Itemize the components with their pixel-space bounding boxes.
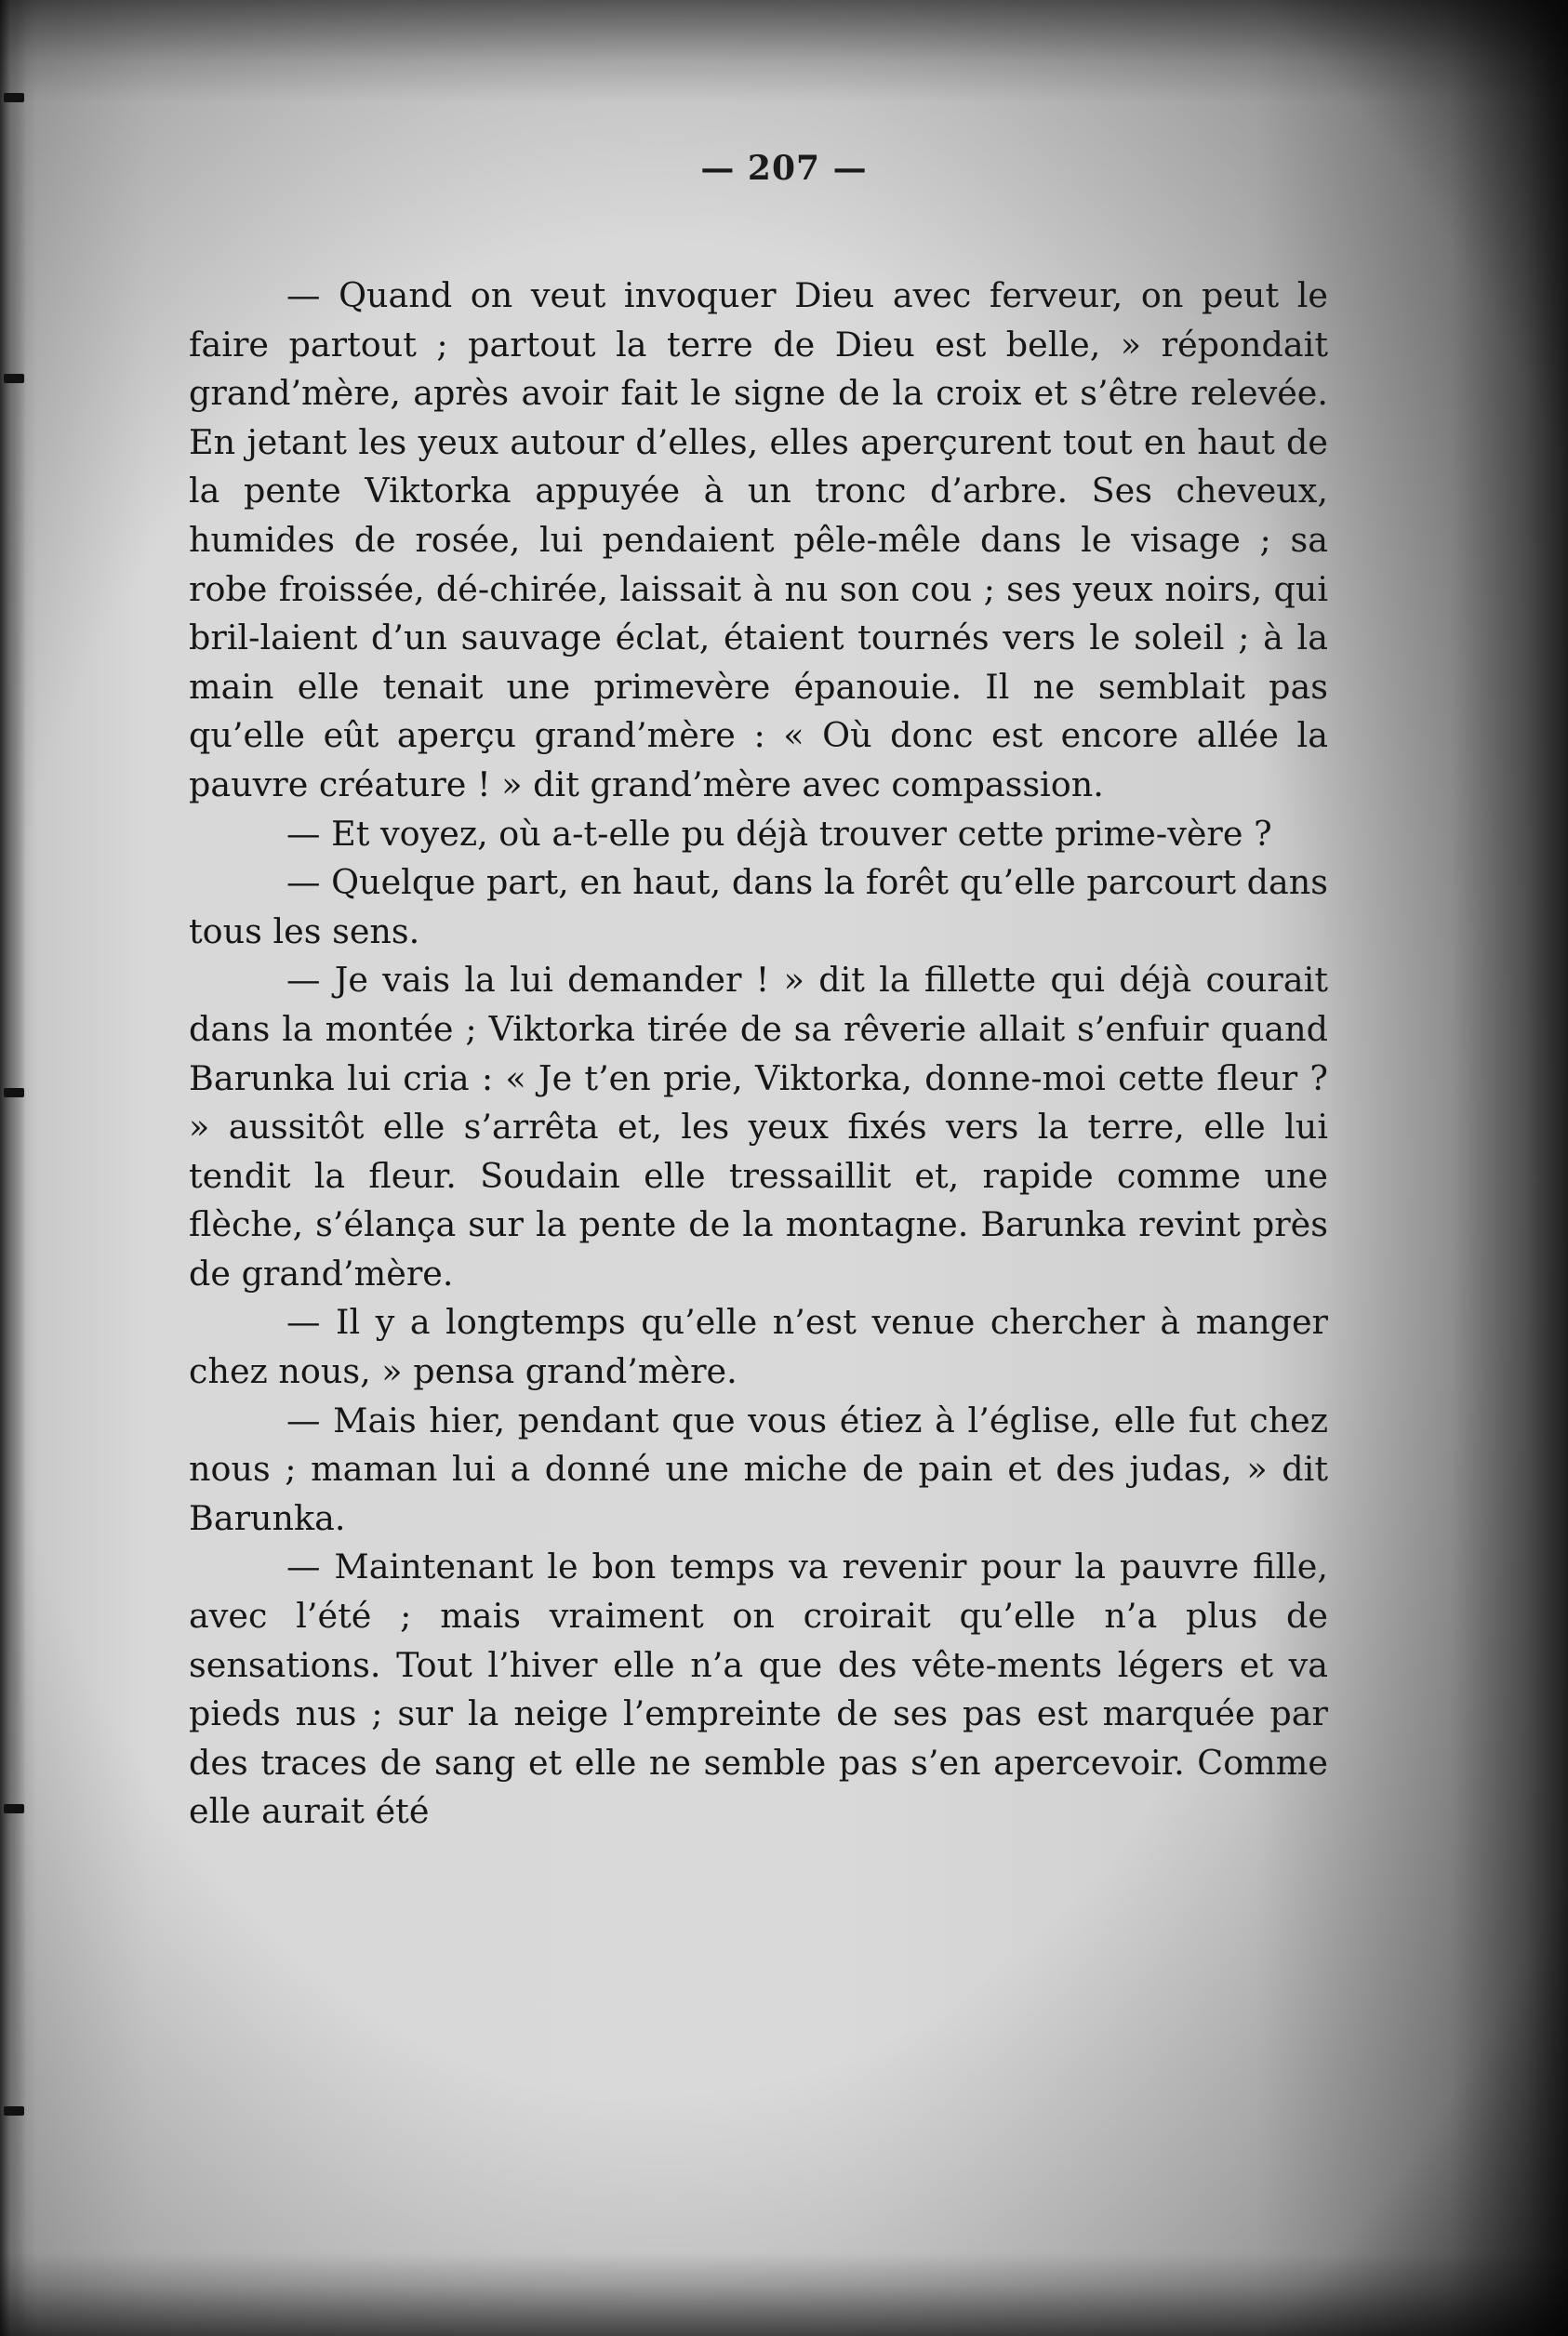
paragraph: — Il y a longtemps qu’elle n’est venue chercher à manger chez nous, » pensa grand’mère.	[189, 1302, 1328, 1392]
paragraph: — Mais hier, pendant que vous étiez à l’église, elle fut chez nous ; maman lui a donné une miche de pain et des judas, » dit Barunka.	[189, 1400, 1328, 1538]
binding-mark	[4, 2106, 24, 2116]
paragraph: — Et voyez, où a-t-elle pu déjà trouver cette prime-vère ?	[286, 813, 1272, 854]
binding-mark	[4, 1804, 24, 1813]
scan-shadow-top	[0, 0, 1568, 102]
paragraph: — Je vais la lui demander ! » dit la fillette qui déjà courait dans la montée ; Viktorka tirée de sa rêverie allait s’enfuir quand Barunka lui cria : « Je t’en prie, Viktorka, donne-moi cette fleur ? » aussitôt elle s’arrêta et, les yeux fixés vers la terre, elle lui tendit la fleur. Soudain elle tressaillit et, rapide comme une flèche, s’élança sur la pente de la montagne. Barunka revint près de grand’mère.	[189, 960, 1328, 1294]
paragraph: — Maintenant le bon temps va revenir pour la pauvre fille, avec l’été ; mais vraiment on croirait qu’elle n’a plus de sensations. Tout l’hiver elle n’a que des vête-ments légers et va pieds nus ; sur la neige l’empreinte de ses pas est marquée par des traces de sang et elle ne semble pas s’en apercevoir. Comme elle aurait été	[189, 1546, 1328, 1832]
binding-mark	[4, 374, 24, 383]
binding-mark	[4, 1088, 24, 1097]
paragraph: — Quelque part, en haut, dans la forêt qu’elle parcourt dans tous les sens.	[189, 862, 1328, 951]
body-text	[189, 272, 1328, 1837]
page-number: — 207 —	[700, 149, 868, 188]
paragraph: — Quand on veut invoquer Dieu avec ferveur, on peut le faire partout ; partout la terre de Dieu est belle, » répondait grand’mère, après avoir fait le signe de la croix et s’être relevée. En jetant les yeux autour d’elles, elles aperçurent tout en haut de la pente Viktorka appuyée à un tronc d’arbre. Ses cheveux, humides de rosée, lui pendaient pêle-mêle dans le visage ; sa robe froissée, dé-chirée, laissait à nu son cou ; ses yeux noirs, qui bril-laient d’un sauvage éclat, étaient tournés vers le soleil ; à la main elle tenait une primevère épanouie. Il ne semblait pas qu’elle eût aperçu grand’mère : « Où donc est encore allée la pauvre créature ! » dit grand’mère avec compassion.	[189, 275, 1328, 804]
scan-shadow-bottom	[0, 2252, 1568, 2336]
page-left-edge	[0, 0, 26, 2336]
